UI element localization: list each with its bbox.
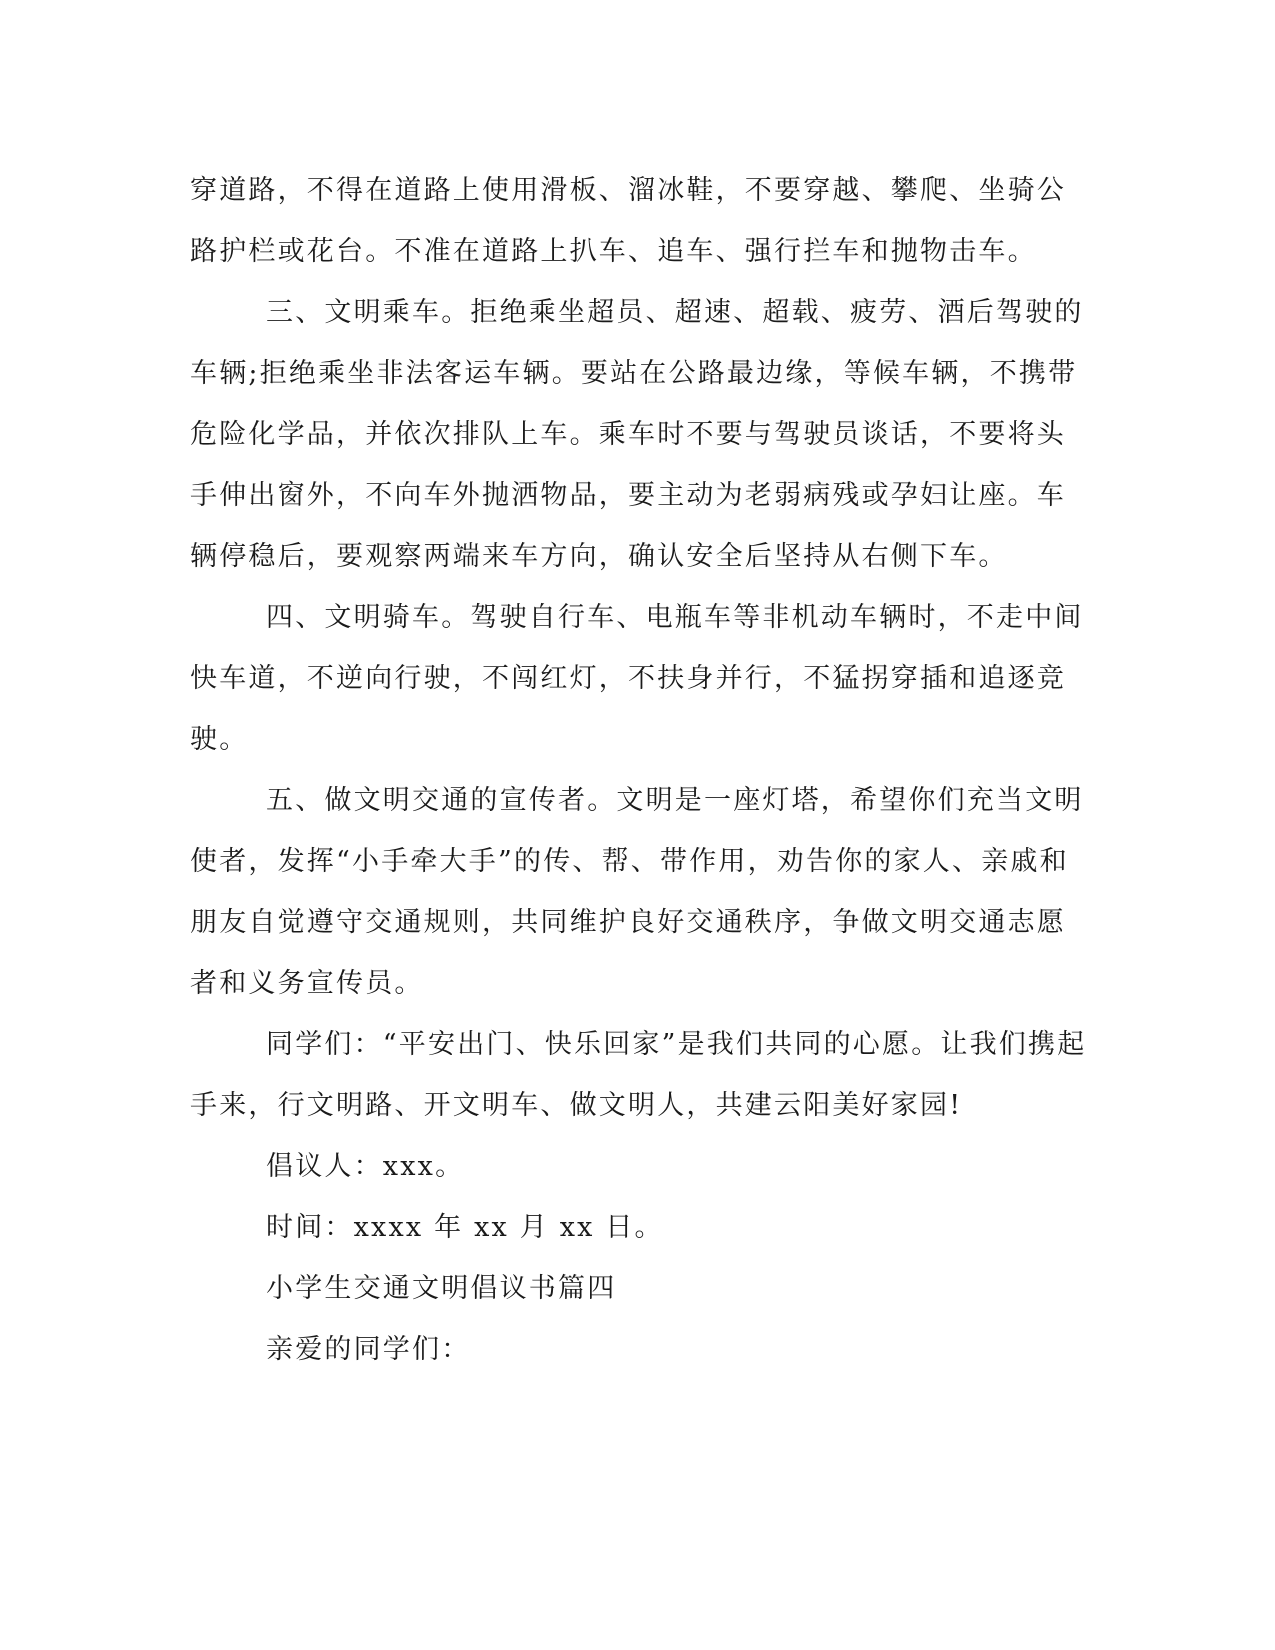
text-line: 五、做文明交通的宣传者。文明是一座灯塔，希望你们充当文明: [266, 785, 1084, 816]
text-line: 同学们：“平安出门、快乐回家”是我们共同的心愿。让我们携起: [266, 1029, 1087, 1060]
document-body: [190, 160, 1085, 1380]
paragraph-civil-promoter: [190, 770, 1085, 1014]
text-line: 危险化学品，并依次排队上车。乘车时不要与驾驶员谈话，不要将头: [190, 419, 1066, 450]
section-title: 小学生交通文明倡议书篇四: [266, 1273, 617, 1304]
paragraph-closing: [190, 1014, 1085, 1136]
text-line: 朋友自觉遵守交通规则，共同维护良好交通秩序，争做文明交通志愿: [190, 907, 1066, 938]
text-line: 使者，发挥“小手牵大手”的传、帮、带作用，劝告你的家人、亲戚和: [190, 846, 1069, 877]
paragraph-civil-cycling: [190, 587, 1085, 770]
text-line: 手伸出窗外，不向车外抛洒物品，要主动为老弱病残或孕妇让座。车: [190, 480, 1066, 511]
text-line: 车辆;拒绝乘坐非法客运车辆。要站在公路最边缘，等候车辆，不携带: [190, 358, 1078, 389]
signature-initiator: 倡议人：xxx。: [266, 1151, 465, 1182]
text-line: 快车道，不逆向行驶，不闯红灯，不扶身并行，不猛拐穿插和追逐竞: [190, 663, 1066, 694]
text-line: 手来，行文明路、开文明车、做文明人，共建云阳美好家园!: [190, 1090, 963, 1121]
text-line: 者和义务宣传员。: [190, 968, 424, 999]
text-line: 穿道路，不得在道路上使用滑板、溜冰鞋，不要穿越、攀爬、坐骑公: [190, 175, 1066, 206]
paragraph-continuation: [190, 160, 1085, 282]
section-greeting: 亲爱的同学们：: [266, 1334, 471, 1365]
text-line: 路护栏或花台。不准在道路上扒车、追车、强行拦车和抛物击车。: [190, 236, 1037, 267]
text-line: 驶。: [190, 724, 249, 755]
signature-date: 时间：xxxx 年 xx 月 xx 日。: [266, 1212, 664, 1243]
text-line: 辆停稳后，要观察两端来车方向，确认安全后坚持从右侧下车。: [190, 541, 1008, 572]
text-line: 四、文明骑车。驾驶自行车、电瓶车等非机动车辆时，不走中间: [266, 602, 1084, 633]
text-line: 三、文明乘车。拒绝乘坐超员、超速、超载、疲劳、酒后驾驶的: [266, 297, 1084, 328]
paragraph-civil-riding: [190, 282, 1085, 587]
